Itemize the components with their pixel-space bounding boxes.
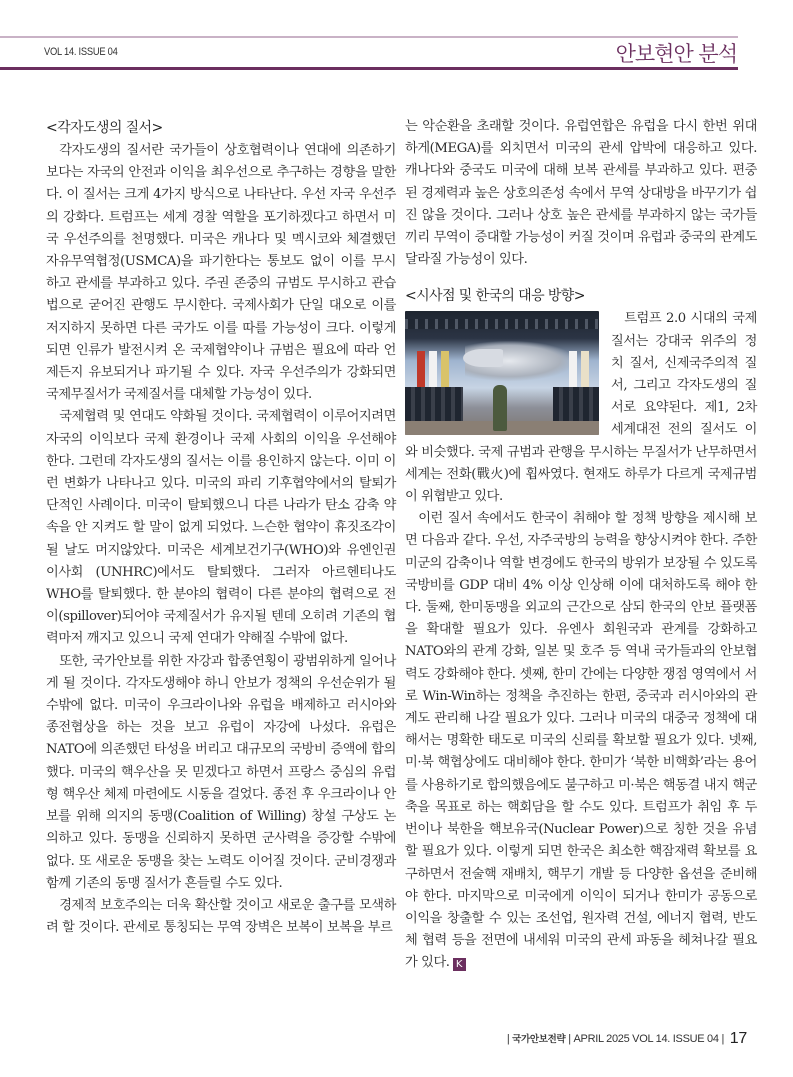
paragraph-continuation: 는 악순환을 초래할 것이다. 유럽연합은 유럽을 다시 한번 위대하게(MEGA)를 외치면서 미국의 관세 압박에 대응하고 있다. 캐나다와 중국도 미국에 대해 보복 관세를 부과하고 있다. 편중된 경제력과 높은 상호의존성 속에서 무역 상대방을 바꾸기가 쉽진 않을 것이다. 그러나 상호 높은 관세를 부과하지 않는 국가들끼리 무역이 증대할 가능성이 커질 것이며 유럽과 중국의 관계도 달라질 가능성이 있다. [405, 119, 757, 268]
section-title: 안보현안 분석 [615, 42, 737, 66]
right-column [405, 116, 757, 975]
paragraph: 트럼프 2.0 시대의 국제질서는 강대국 위주의 정치 질서, 신제국주의적 질서, 그리고 각자도생의 질서로 요약된다. 제1, 2차 세계대전 전의 질서도 이와 비슷했다. 국제 규범과 관행을 무시하는 무질서가 난무하면서 세계는 전화(戰火)에 휩싸였다. 현재도 하루가 다르게 국제규범이 위협받고 있다. [405, 311, 757, 505]
photo-flag [417, 351, 425, 391]
paragraph: 또한, 국가안보를 위한 자강과 합종연횡이 광범위하게 일어나게 될 것이다. 각자도생해야 하니 안보가 정책의 우선순위가 될 수밖에 없다. 미국이 우크라이나와 유럽을 배제하고 러시아와 종전협상을 하는 것을 보고 유럽이 자강에 나섰다. 유럽은 NATO에 의존했던 타성을 버리고 대규모의 국방비 증액에 합의했다. 미국의 핵우산을 못 믿겠다고 하면서 프랑스 중심의 유럽형 핵우산 체제 마련에도 시동을 걸었다. 종전 후 우크라이나 안보를 위해 의지의 동맹(Coalition of Willing) 창설 구상도 논의하고 있다. 동맹을 신뢰하지 못하면 군사력을 증강할 수밖에 없다. 또 새로운 동맹을 찾는 노력도 이어질 것이다. 군비경쟁과 함께 기존의 동맹 질서가 흔들릴 수도 있다. [46, 653, 396, 891]
photo-crowd [553, 387, 599, 423]
left-column [46, 116, 396, 939]
photo-flag [441, 351, 449, 391]
photo-flag [581, 351, 589, 391]
footer-separator: | [721, 1033, 725, 1045]
photo-person [493, 385, 507, 431]
photo-truss [405, 319, 599, 329]
photo-image [405, 311, 599, 435]
publication-name: 국가안보전략 [512, 1034, 566, 1045]
photo-flag [569, 351, 577, 391]
header-bottom-rule [0, 67, 738, 70]
paragraph: 각자도생의 질서란 국가들이 상호협력이나 연대에 의존하기보다는 자국의 안전과 이익을 최우선으로 추구하는 경향을 말한다. 이 질서는 크게 4가지 방식으로 나타난다. 우선 자국 우선주의 강화다. 트럼프는 세계 경찰 역할을 포기하겠다고 하면서 미국 우선주의를 천명했다. 미국은 캐나다 및 멕시코와 체결했던 자유무역협정(USMCA)을 파기한다는 통보도 없이 이를 무시하고 관세를 부과하고 있다. 주권 존중의 규범도 무시하고 관습법으로 굳어진 관행도 무시한다. 국제사회가 단일 대오로 이를 저지하지 못하면 다른 국가도 이를 따를 가능성이 크다. 이렇게 되면 인류가 발전시켜 온 국제협약이나 규범은 필요에 따라 언제든지 유보되거나 파기될 수 있다. 자국 우선주의가 강화되면 국제무질서가 국제질서를 대체할 가능성이 있다. [46, 143, 396, 403]
paragraph: 국제협력 및 연대도 약화될 것이다. 국제협력이 이루어지려면 자국의 이익보다 국제 환경이나 국제 사회의 이익을 우선해야 한다. 그런데 각자도생의 질서는 이를 용인하지 않는다. 이미 이런 변화가 나타나고 있다. 미국의 파리 기후협약에서의 탈퇴가 단적인 사례이다. 미국이 탈퇴했으니 다른 나라가 탄소 감축 약속을 안 지켜도 할 말이 없게 되었다. 느슨한 협약이 휴짓조각이 될 날도 머지않았다. 미국은 세계보건기구(WHO)와 유엔인권이사회 (UNHRC)에서도 탈퇴했다. 그러자 아르헨티나도 WHO를 탈퇴했다. 한 분야의 협력이 다른 분야의 협력으로 전이(spillover)되어야 국제질서가 유지될 텐데 오히려 기존의 협력마저 깨지고 있으니 국제 연대가 약해질 수밖에 없다. [46, 409, 396, 647]
volume-label: VOL 14. ISSUE 04 [44, 46, 118, 58]
paragraph-final [405, 508, 757, 974]
footer-separator: | [506, 1033, 510, 1045]
section-heading-self-help-order: <각자도생의 질서> [46, 120, 163, 136]
photo-jet-nose [463, 349, 503, 367]
photo-crowd [405, 387, 463, 423]
page-number: 17 [729, 1030, 747, 1047]
footer-separator: | [568, 1033, 571, 1045]
photo-flag [429, 351, 437, 391]
page-footer [507, 1030, 747, 1048]
end-mark-k-icon: K [453, 958, 466, 971]
section-heading-implications: <시사점 및 한국의 대응 방향> [405, 288, 585, 305]
issue-label: APRIL 2025 VOL 14. ISSUE 04 [573, 1033, 719, 1045]
paragraph: 경제적 보호주의는 더욱 확산할 것이고 새로운 출구를 모색하려 할 것이다. 관세로 통칭되는 무역 장벽은 보복이 보복을 부르 [46, 897, 396, 936]
paragraph-text: 이런 질서 속에서도 한국이 취해야 할 정책 방향을 제시해 보면 다음과 같다. 우선, 자주국방의 능력을 향상시켜야 한다. 주한미군의 감축이나 역할 변경에도 한국의 방위가 보장될 수 있도록 국방비를 GDP 대비 4% 이상 인상해 이에 대처하도록 해야 한다. 둘째, 한미동맹을 외교의 근간으로 삼되 한국의 안보 플랫폼을 확대할 필요가 있다. 유엔사 회원국과 관계를 강화하고 NATO와의 관계 강화, 일본 및 호주 등 역내 국가들과의 안보협력도 강화해야 한다. 셋째, 한미 간에는 다양한 쟁점 영역에서 서로 Win-Win하는 정책을 추진하는 한편, 중국과 러시아와의 관계도 관리해 나갈 필요가 있다. 그러나 미국의 대중국 정책에 대해서는 명확한 태도로 미국의 신뢰를 확보할 필요가 있다. 넷째, 미·북 핵협상에도 대비해야 한다. 한미가 ‘북한 비핵화’라는 용어를 사용하기로 합의했음에도 불구하고 미·북은 핵동결 내지 핵군축을 목표로 하는 핵회담을 할 수도 있다. 트럼프가 취임 후 두 번이나 북한을 핵보유국(Nuclear Power)으로 칭한 것을 유념할 필요가 있다. 이렇게 되면 한국은 최소한 핵잠재력 확보를 요구하면서 전술핵 재배치, 핵무기 개발 등 다양한 옵션을 준비해야 한다. 마지막으로 미국에게 이익이 되거나 한미가 공동으로 이익을 창출할 수 있는 조선업, 원자력 건설, 에너지 협력, 반도체 협력 등을 전면에 내세워 미국의 관세 파동을 헤쳐나갈 필요가 있다. [405, 511, 757, 971]
section-spacer [405, 271, 757, 284]
